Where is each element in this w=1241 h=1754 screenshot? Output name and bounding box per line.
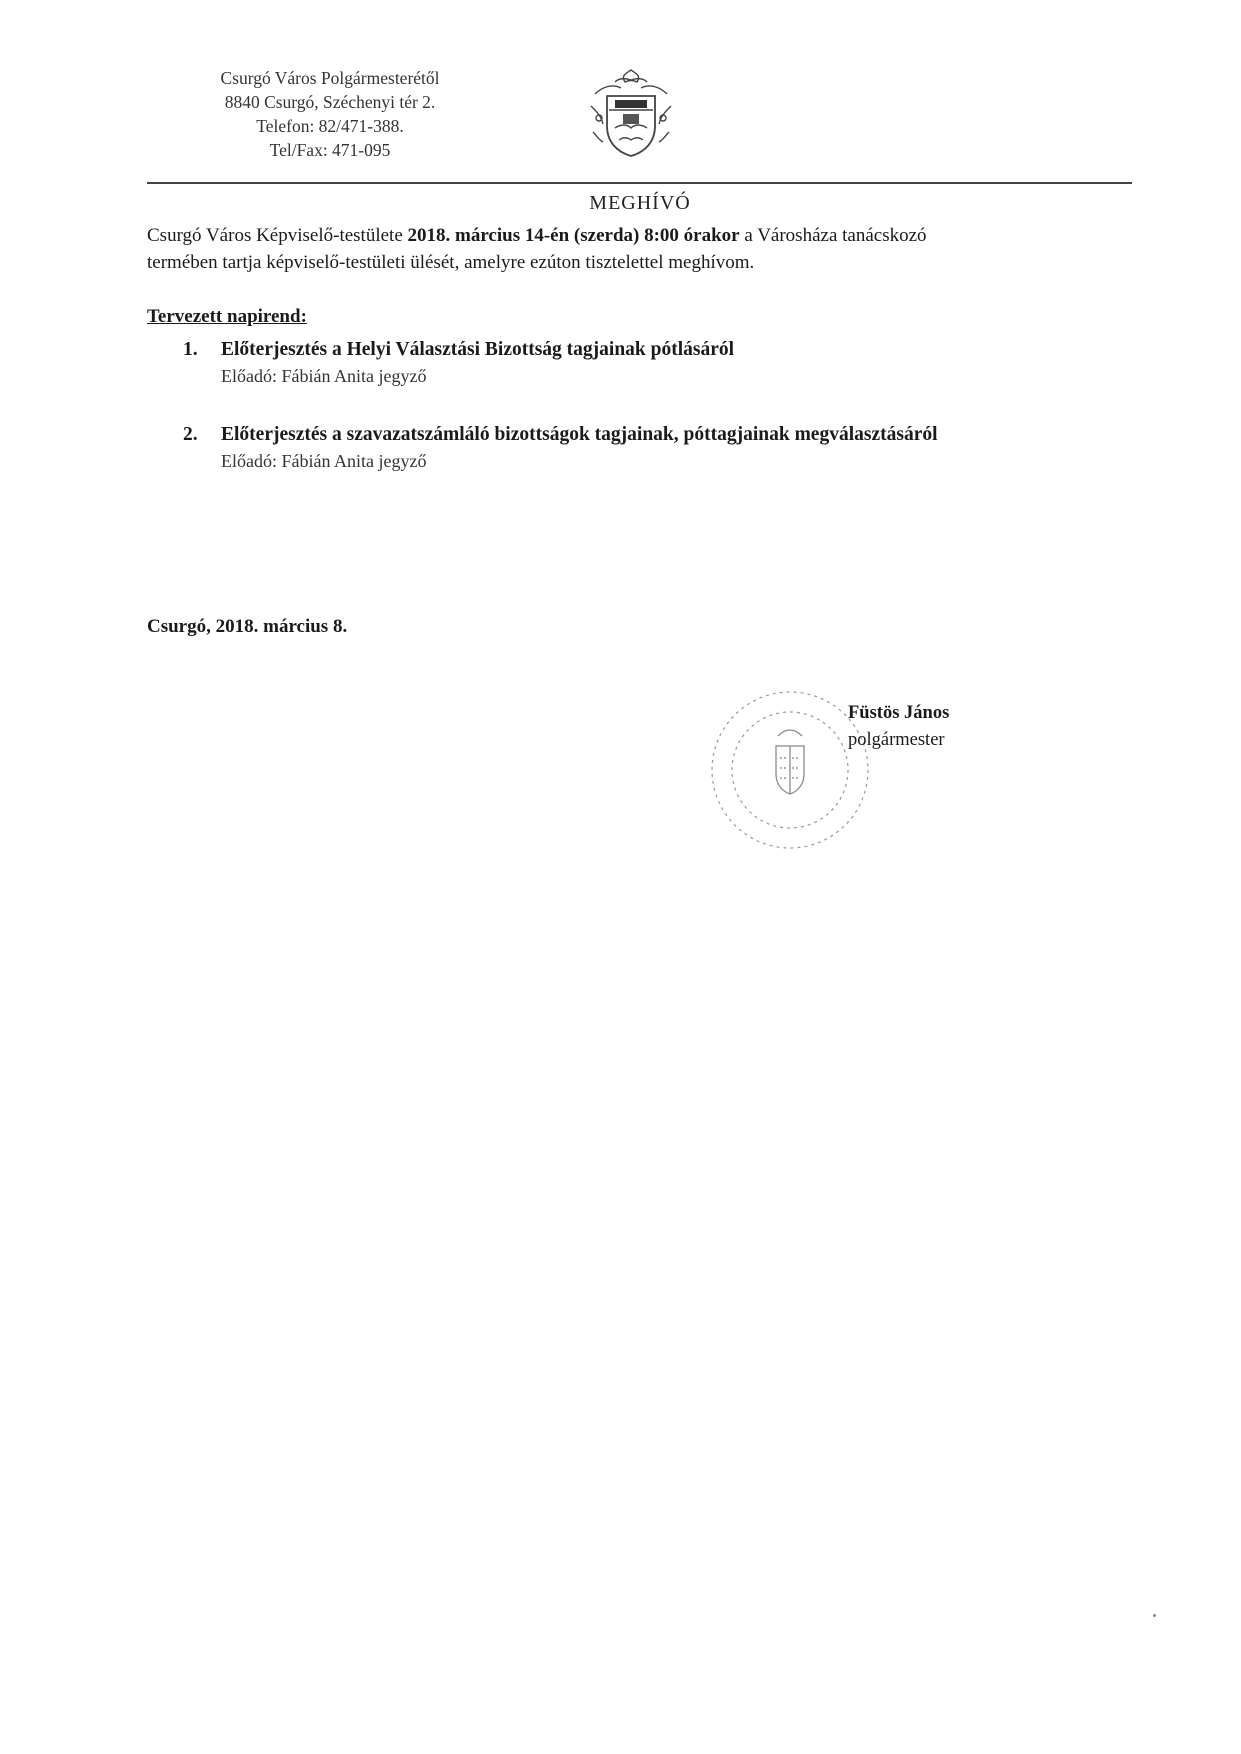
meeting-datetime: 2018. március 14-én (szerda) 8:00 órakor	[407, 225, 740, 246]
agenda-item-number: 2.	[183, 424, 198, 445]
signatory-name: Füstös János	[848, 703, 950, 723]
signature-block	[848, 700, 949, 754]
letterhead-fax: Tel/Fax: 471-095	[269, 140, 391, 160]
signatory-role: polgármester	[848, 730, 945, 750]
letterhead-phone: Telefon: 82/471-388.	[256, 116, 404, 136]
scan-artifact	[1153, 1614, 1156, 1617]
letterhead	[175, 66, 485, 162]
place-and-date: Csurgó, 2018. március 8.	[147, 616, 348, 637]
invitation-text	[147, 222, 1137, 276]
invitation-location: a Városháza tanácskozó	[739, 225, 927, 246]
agenda-item-number: 1.	[183, 339, 198, 360]
coat-of-arms-icon	[585, 66, 677, 162]
header-divider	[147, 182, 1132, 184]
agenda-heading: Tervezett napirend:	[147, 306, 307, 327]
letterhead-address: 8840 Csurgó, Széchenyi tér 2.	[224, 92, 436, 112]
agenda-item-title: Előterjesztés a szavazatszámláló bizottságok tagjainak, póttagjainak megválasztásáról	[221, 424, 938, 445]
document-title: MEGHÍVÓ	[589, 192, 691, 214]
invitation-line-1	[147, 222, 1137, 249]
agenda-item-presenter: Előadó: Fábián Anita jegyző	[221, 366, 427, 386]
agenda-item-presenter: Előadó: Fábián Anita jegyző	[221, 451, 427, 471]
agenda-item-title: Előterjesztés a Helyi Választási Bizottság tagjainak pótlásáról	[221, 339, 735, 360]
invitation-line-2: termében tartja képviselő-testületi ülését, amelyre ezúton tisztelettel meghívom.	[147, 252, 755, 273]
letterhead-office: Csurgó Város Polgármesterétől	[220, 68, 440, 88]
invitation-prefix: Csurgó Város Képviselő-testülete	[147, 225, 408, 246]
